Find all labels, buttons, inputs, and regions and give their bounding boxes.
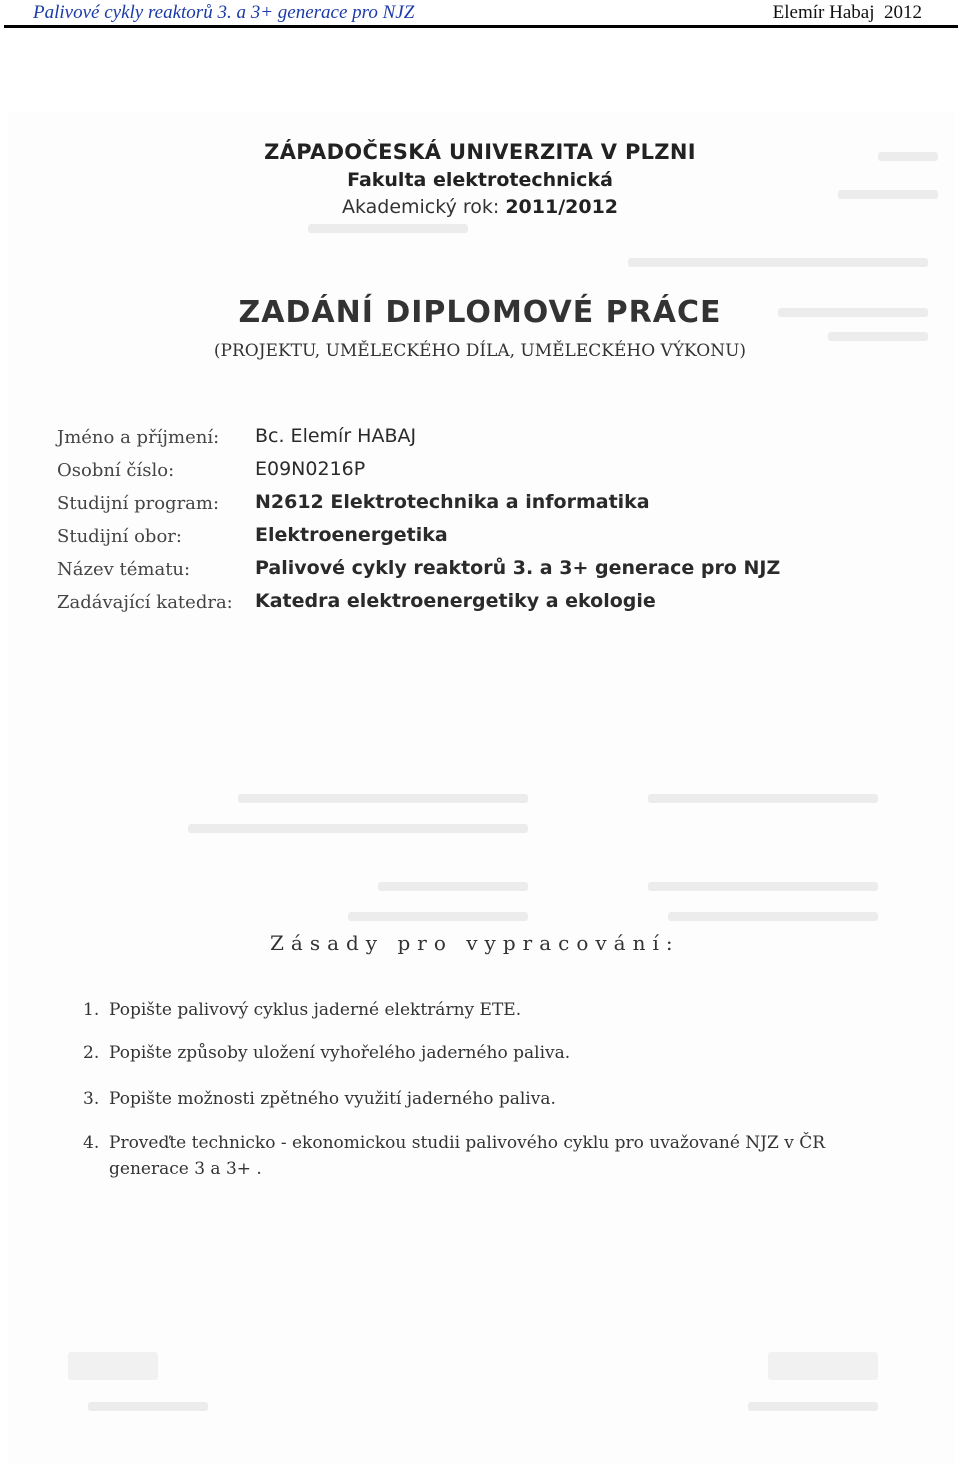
bleed-through-mark xyxy=(188,824,528,833)
bleed-through-mark xyxy=(308,224,468,233)
field-value-topic: Palivové cykly reaktorů 3. a 3+ generace pro NJZ xyxy=(255,557,781,579)
field-value-study-program: N2612 Elektrotechnika a informatika xyxy=(255,491,650,513)
document-title: ZADÁNÍ DIPLOMOVÉ PRÁCE xyxy=(238,295,722,330)
faculty-name: Fakulta elektrotechnická xyxy=(347,169,613,191)
bleed-through-mark xyxy=(748,1402,878,1411)
task-text: Popište možnosti zpětného využití jaderného paliva. xyxy=(109,1089,556,1109)
bleed-through-mark xyxy=(648,882,878,891)
bleed-through-mark xyxy=(828,332,928,341)
bleed-through-mark xyxy=(68,1352,158,1380)
bleed-through-mark xyxy=(668,912,878,921)
task-number: 1. xyxy=(83,1000,100,1020)
header-year: 2012 xyxy=(884,2,922,23)
task-text: Popište způsoby uložení vyhořelého jaderného paliva. xyxy=(109,1043,571,1063)
field-label-name: Jméno a příjmení: xyxy=(57,427,220,448)
field-label-department: Zadávající katedra: xyxy=(57,592,233,613)
section-heading: Zásady pro vypracování: xyxy=(270,931,680,955)
field-value-study-field: Elektroenergetika xyxy=(255,524,448,546)
task-number: 4. xyxy=(83,1133,100,1153)
task-text: Popište palivový cyklus jaderné elektrárny ETE. xyxy=(109,1000,522,1020)
field-label-study-program: Studijní program: xyxy=(57,493,220,514)
bleed-through-mark xyxy=(628,258,928,267)
academic-year-value: 2011/2012 xyxy=(505,196,619,218)
running-header xyxy=(0,0,960,28)
field-label-personal-number: Osobní číslo: xyxy=(57,460,175,481)
task-item xyxy=(83,1043,570,1063)
bleed-through-mark xyxy=(378,882,528,891)
author-name: Elemír Habaj xyxy=(772,2,875,23)
academic-year xyxy=(0,196,960,218)
academic-year-label: Akademický rok: xyxy=(341,196,500,218)
task-continuation: generace 3 a 3+ . xyxy=(109,1159,262,1179)
running-title: Palivové cykly reaktorů 3. a 3+ generace pro NJZ xyxy=(33,2,415,23)
field-value-department: Katedra elektroenergetiky a ekologie xyxy=(255,590,656,612)
bleed-through-mark xyxy=(648,794,878,803)
document-subtitle: (PROJEKTU, UMĚLECKÉHO DÍLA, UMĚLECKÉHO VÝKONU) xyxy=(213,341,747,361)
task-item xyxy=(83,1133,825,1153)
field-label-topic: Název tématu: xyxy=(57,559,191,580)
bleed-through-mark xyxy=(348,912,528,921)
task-item xyxy=(83,1089,556,1109)
field-value-name: Bc. Elemír HABAJ xyxy=(255,425,417,447)
task-text: Proveďte technicko - ekonomickou studii palivového cyklu pro uvažované NJZ v ČR xyxy=(109,1133,826,1153)
header-rule xyxy=(4,25,958,28)
task-number: 2. xyxy=(83,1043,100,1063)
bleed-through-mark xyxy=(88,1402,208,1411)
task-item xyxy=(83,1000,521,1020)
task-number: 3. xyxy=(83,1089,100,1109)
author-year xyxy=(773,2,922,24)
bleed-through-mark xyxy=(238,794,528,803)
bleed-through-mark xyxy=(768,1352,878,1380)
field-value-personal-number: E09N0216P xyxy=(255,458,366,480)
university-name: ZÁPADOČESKÁ UNIVERZITA V PLZNI xyxy=(264,140,696,164)
field-label-study-field: Studijní obor: xyxy=(57,526,182,547)
